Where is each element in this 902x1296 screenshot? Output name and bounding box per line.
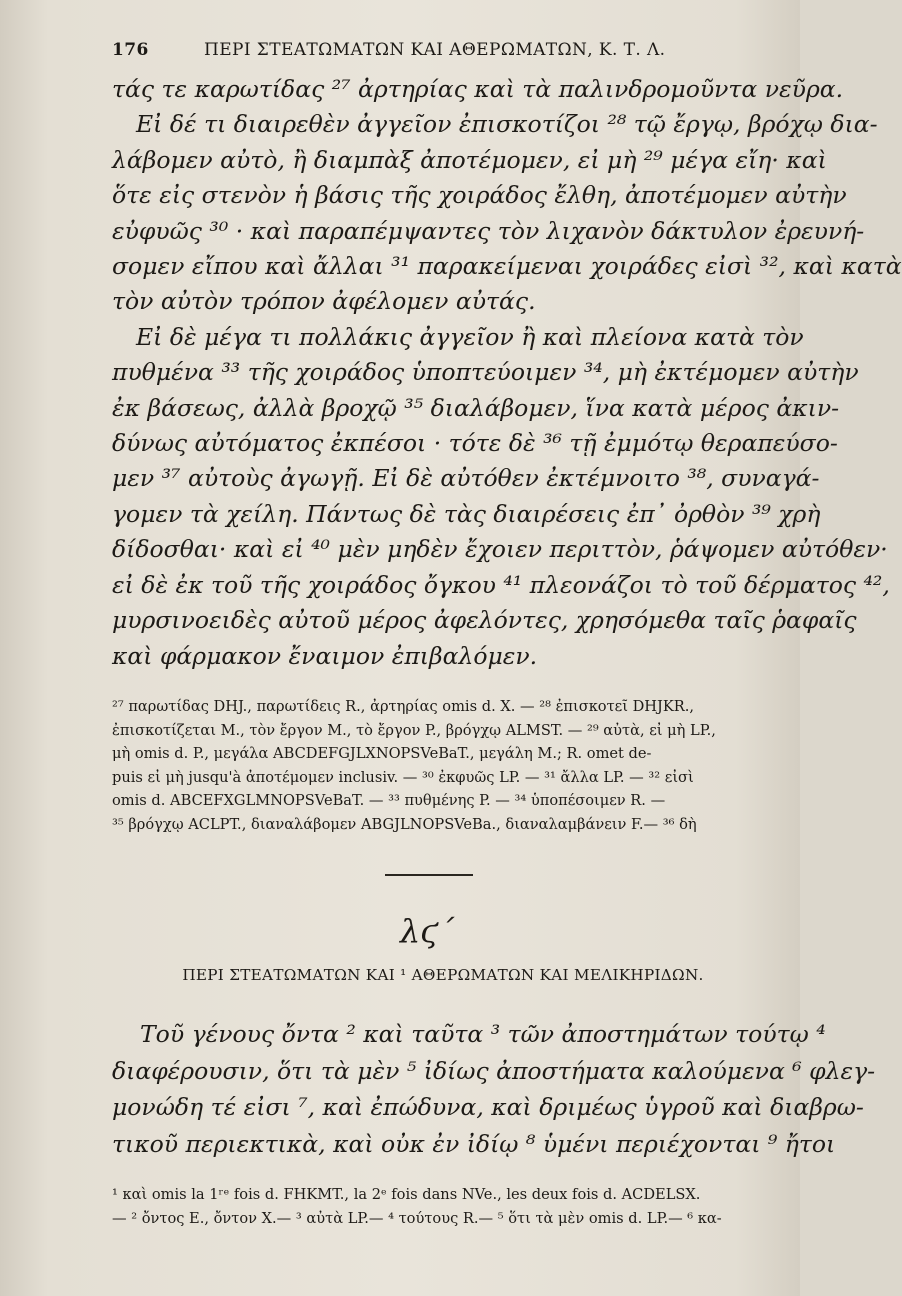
text-line: τὸν αὐτὸν τρόπον ἀφέλομεν αὐτάς.	[112, 287, 536, 316]
chapter-number: λϛ΄	[400, 912, 455, 950]
running-title: ΠΕΡΙ ΣΤΕΑΤΩΜΑΤΩΝ ΚΑΙ ΑΘΕΡΩΜΑΤΩΝ, Κ. Τ. Λ.	[204, 40, 666, 60]
footnote-line: ³⁵ βρόγχῳ ACLPT., διαναλάβομεν ABGJLNOPSVeBa., διαναλαμβάνειν F.— ³⁶ δὴ	[112, 815, 697, 833]
text-line: ὅτε εἰς στενὸν ἡ βάσις τῆς χοιράδος ἔλθη, ἀποτέμομεν αὐτὴν	[112, 181, 847, 210]
footnote-line: ²⁷ παρωτίδας DHJ., παρωτίδεις R., ἀρτηρίας omis d. X. — ²⁸ ἐπισκοτεῖ DHJKR.,	[112, 698, 695, 715]
text-line: εὐφυῶς ³⁰ · καὶ παραπέμψαντες τὸν λιχανὸν δάκτυλον ἐρευνή-	[112, 216, 865, 245]
footnote-line: ἐπισκοτίζεται M., τὸν ἔργον M., τὸ ἔργον P., βρόγχῳ ALMST. — ²⁹ αὐτὰ, εἰ μὴ LP.,	[112, 721, 716, 739]
chapter-title: ΠΕΡΙ ΣΤΕΑΤΩΜΑΤΩΝ ΚΑΙ ¹ ΑΘΕΡΩΜΑΤΩΝ ΚΑΙ ΜΕΛΙΚΗΡΙΔΩΝ.	[182, 966, 704, 984]
text-line: μονώδη τέ εἰσι ⁷, καὶ ἐπώδυνα, καὶ δριμέως ὑγροῦ καὶ διαβρω-	[112, 1093, 864, 1122]
text-line: Εἰ δέ τι διαιρεθὲν ἀγγεῖον ἐπισκοτίζοι ²⁸ τῷ ἔργῳ, βρόχῳ δια-	[136, 110, 878, 139]
main-text	[112, 72, 902, 674]
text-line: σομεν εἴπου καὶ ἄλλαι ³¹ παρακείμεναι χοιράδες εἰσὶ ³², καὶ κατὰ	[112, 252, 902, 281]
footnotes-block	[112, 695, 774, 836]
text-line: καὶ φάρμακον ἔναιμον ἐπιβαλόμεν.	[112, 641, 538, 670]
footnote-line: μὴ omis d. P., μεγάλα ABCDEFGJLXNOPSVeBaT., μεγάλη M.; R. omet de-	[112, 745, 652, 762]
text-line: Εἰ δὲ μέγα τι πολλάκις ἀγγεῖον ἢ καὶ πλείονα κατὰ τὸν	[136, 322, 804, 351]
text-line: μυρσινοειδὲς αὐτοῦ μέρος ἀφελόντες, χρησόμεθα ταῖς ῥαφαῖς	[112, 606, 857, 635]
footnote-line: puis εἰ μὴ jusqu'à ἀποτέμομεν inclusiv. — ³⁰ ἐκφυῶς LP. — ³¹ ἄλλα LP. — ³² εἰσὶ	[112, 768, 694, 786]
text-line: γομεν τὰ χείλη. Πάντως δὲ τὰς διαιρέσεις ἐπ᾽ ὀρθὸν ³⁹ χρὴ	[112, 499, 821, 528]
text-line: τικοῦ περιεκτικὰ, καὶ οὐκ ἐν ἰδίῳ ⁸ ὑμένι περιέχονται ⁹ ἤτοι	[112, 1129, 836, 1158]
text-line: λάβομεν αὐτὸ, ἢ διαμπὰξ ἀποτέμομεν, εἰ μὴ ²⁹ μέγα εἴη· καὶ	[112, 145, 827, 174]
chapter-text	[112, 1016, 876, 1162]
chapter-footnotes-block	[112, 1183, 774, 1230]
footnote-line: — ² ὄντος E., ὄντον X.— ³ αὐτὰ LP.— ⁴ τούτους R.— ⁵ ὅτι τὰ μὲν omis d. LP.— ⁶ κα-	[112, 1209, 722, 1227]
text-line: διαφέρουσιν, ὅτι τὰ μὲν ⁵ ἰδίως ἀποστήματα καλούμενα ⁶ φλεγ-	[112, 1056, 876, 1085]
text-line: ἐκ βάσεως, ἀλλὰ βροχῷ ³⁵ διαλάβομεν, ἵνα κατὰ μέρος ἀκιν-	[112, 393, 840, 422]
text-line: εἰ δὲ ἐκ τοῦ τῆς χοιράδος ὄγκου ⁴¹ πλεονάζοι τὸ τοῦ δέρματος ⁴²,	[112, 570, 890, 599]
text-line: δύνως αὐτόματος ἐκπέσοι · τότε δὲ ³⁶ τῇ ἐμμότῳ θεραπεύσο-	[112, 429, 838, 458]
text-line: τάς τε καρωτίδας ²⁷ ἀρτηρίας καὶ τὰ παλινδρομοῦντα νεῦρα.	[112, 75, 844, 103]
text-line: πυθμένα ³³ τῆς χοιράδος ὑποπτεύοιμεν ³⁴, μὴ ἐκτέμομεν αὐτὴν	[112, 358, 859, 387]
footnote-line: ¹ καὶ omis la 1ʳᵉ fois d. FHKMT., la 2ᵉ fois dans NVe., les deux fois d. ACDELSX.	[112, 1186, 701, 1203]
text-line: δίδοσθαι· καὶ εἰ ⁴⁰ μὲν μηδὲν ἔχοιεν περιττὸν, ῥάψομεν αὐτόθεν·	[112, 535, 888, 564]
text-line: Τοῦ γένους ὄντα ² καὶ ταῦτα ³ τῶν ἀποστημάτων τούτῳ ⁴	[140, 1020, 826, 1048]
text-line: μεν ³⁷ αὐτοὺς ἀγωγῇ. Εἰ δὲ αὐτόθεν ἐκτέμνοιτο ³⁸, συναγά-	[112, 464, 820, 493]
page-number: 176	[112, 40, 149, 60]
section-divider	[385, 874, 473, 876]
footnote-line: omis d. ABCEFXGLMNOPSVeBaT. — ³³ πυθμένης P. — ³⁴ ὑποπέσοιμεν R. —	[112, 792, 666, 809]
